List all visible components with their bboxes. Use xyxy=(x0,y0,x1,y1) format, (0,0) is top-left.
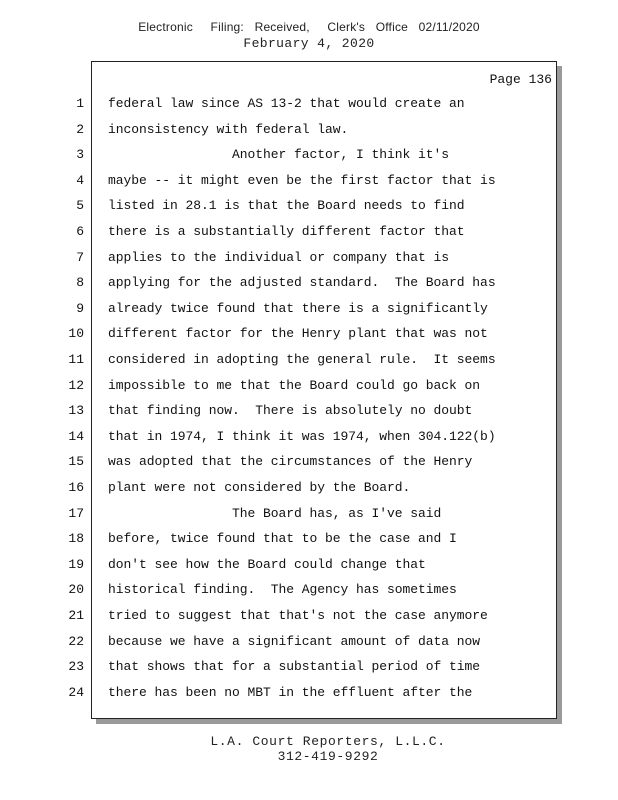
line-number: 15 xyxy=(68,454,84,469)
line-text: tried to suggest that that's not the case anymore xyxy=(108,608,488,623)
line-number: 8 xyxy=(76,275,84,290)
line-number: 9 xyxy=(76,301,84,316)
line-number: 14 xyxy=(68,429,84,444)
line-number: 19 xyxy=(68,557,84,572)
line-number: 10 xyxy=(68,326,84,341)
line-text: there has been no MBT in the effluent after the xyxy=(108,685,473,700)
line-text: don't see how the Board could change that xyxy=(108,557,426,572)
line-text: impossible to me that the Board could go back on xyxy=(108,378,481,393)
line-text: Another factor, I think it's xyxy=(108,147,450,162)
line-text: plant were not considered by the Board. xyxy=(108,480,411,495)
line-text: was adopted that the circumstances of the Henry xyxy=(108,454,473,469)
reporter-company: L.A. Court Reporters, L.L.C. xyxy=(210,734,446,749)
line-number: 11 xyxy=(68,352,84,367)
line-number: 1 xyxy=(76,96,84,111)
reporter-phone: 312-419-9292 xyxy=(277,749,379,764)
line-number: 24 xyxy=(68,685,84,700)
line-number: 2 xyxy=(76,122,84,137)
line-text: before, twice found that to be the case and I xyxy=(108,531,457,546)
line-number: 18 xyxy=(68,531,84,546)
line-number: 16 xyxy=(68,480,84,495)
line-text: that finding now. There is absolutely no doubt xyxy=(108,403,473,418)
line-text: that in 1974, I think it was 1974, when 304.122(b) xyxy=(108,429,496,444)
line-text: because we have a significant amount of data now xyxy=(108,634,481,649)
line-text: inconsistency with federal law. xyxy=(108,122,349,137)
line-number: 6 xyxy=(76,224,84,239)
line-text: considered in adopting the general rule. It seems xyxy=(108,352,496,367)
line-number: 20 xyxy=(68,582,84,597)
line-number: 17 xyxy=(68,506,84,521)
line-text: federal law since AS 13-2 that would create an xyxy=(108,96,465,111)
line-text: listed in 28.1 is that the Board needs to find xyxy=(108,198,465,213)
line-text: applies to the individual or company that is xyxy=(108,250,450,265)
line-text: applying for the adjusted standard. The Board has xyxy=(108,275,496,290)
line-number: 13 xyxy=(68,403,84,418)
line-number: 7 xyxy=(76,250,84,265)
line-number: 22 xyxy=(68,634,84,649)
line-number: 5 xyxy=(76,198,84,213)
filing-stamp: Electronic Filing: Received, Clerk's Office 02/11/2020 xyxy=(138,20,480,34)
line-number: 4 xyxy=(76,173,84,188)
line-text: different factor for the Henry plant that was not xyxy=(108,326,488,341)
line-text: already twice found that there is a significantly xyxy=(108,301,488,316)
line-text: The Board has, as I've said xyxy=(108,506,442,521)
line-text: there is a substantially different factor that xyxy=(108,224,465,239)
line-number: 3 xyxy=(76,147,84,162)
transcript-date: February 4, 2020 xyxy=(243,36,375,51)
page-number: Page 136 xyxy=(489,72,552,87)
line-text: historical finding. The Agency has sometimes xyxy=(108,582,457,597)
line-number: 23 xyxy=(68,659,84,674)
line-text: maybe -- it might even be the first factor that is xyxy=(108,173,496,188)
line-number: 21 xyxy=(68,608,84,623)
line-number: 12 xyxy=(68,378,84,393)
line-text: that shows that for a substantial period of time xyxy=(108,659,481,674)
